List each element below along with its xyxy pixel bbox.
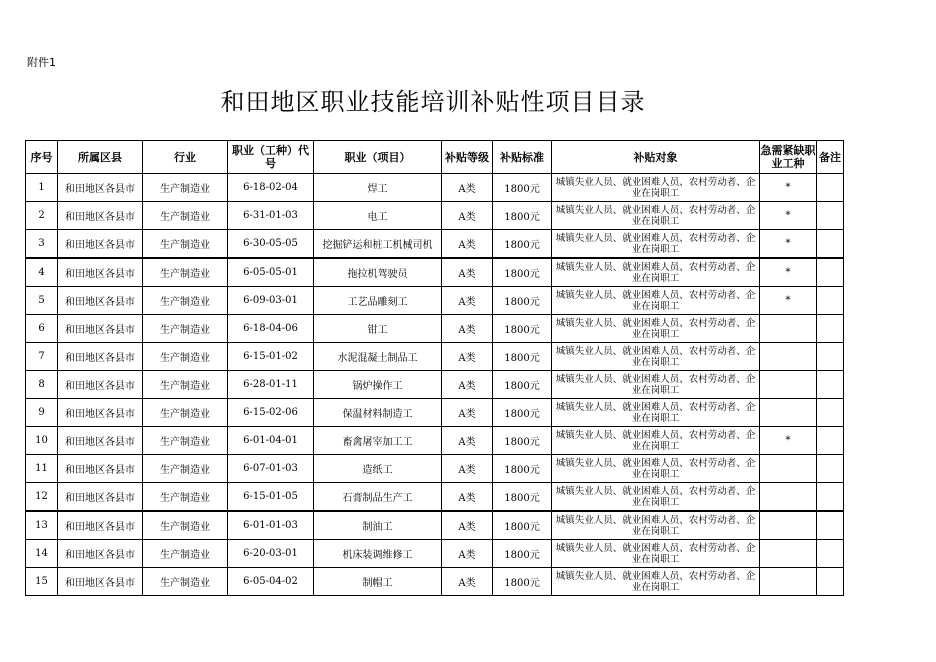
row-grade-cell: A类 (442, 202, 493, 230)
row-county-cell: 和田地区各县市 (58, 511, 143, 540)
row-shortage-cell (760, 343, 817, 371)
row-industry-cell: 生产制造业 (143, 258, 228, 287)
row-grade-cell: A类 (442, 399, 493, 427)
row-occupation-cell: 制油工 (314, 511, 442, 540)
row-industry-cell: 生产制造业 (143, 483, 228, 512)
row-target-cell: 城镇失业人员、就业困难人员、农村劳动者、企业在岗职工 (552, 315, 760, 343)
row-remark-cell (817, 455, 844, 483)
row-county-cell: 和田地区各县市 (58, 315, 143, 343)
row-code-cell: 6-09-03-01 (228, 287, 314, 315)
table-header-row (26, 141, 844, 174)
row-occupation-cell: 制帽工 (314, 568, 442, 596)
row-seq-cell: 9 (26, 399, 58, 427)
row-seq-cell: 3 (26, 230, 58, 259)
row-occupation-cell: 畜禽屠宰加工工 (314, 427, 442, 455)
row-target-cell: 城镇失业人员、就业困难人员、农村劳动者、企业在岗职工 (552, 230, 760, 259)
row-county-cell: 和田地区各县市 (58, 483, 143, 512)
row-seq-cell: 6 (26, 315, 58, 343)
table-row (26, 455, 844, 483)
row-code-cell: 6-01-01-03 (228, 511, 314, 540)
row-code-cell: 6-18-02-04 (228, 174, 314, 202)
row-occupation-cell: 工艺品雕刻工 (314, 287, 442, 315)
table-row (26, 202, 844, 230)
table-row (26, 540, 844, 568)
row-occupation-cell: 造纸工 (314, 455, 442, 483)
table-row (26, 315, 844, 343)
row-target-cell: 城镇失业人员、就业困难人员、农村劳动者、企业在岗职工 (552, 511, 760, 540)
row-code-cell: 6-05-04-02 (228, 568, 314, 596)
row-county-cell: 和田地区各县市 (58, 540, 143, 568)
row-remark-cell (817, 258, 844, 287)
row-occupation-cell: 电工 (314, 202, 442, 230)
row-target-cell: 城镇失业人员、就业困难人员、农村劳动者、企业在岗职工 (552, 343, 760, 371)
table-row (26, 230, 844, 259)
row-standard-cell: 1800元 (493, 202, 552, 230)
row-county-cell: 和田地区各县市 (58, 202, 143, 230)
table-row (26, 258, 844, 287)
row-seq-cell: 1 (26, 174, 58, 202)
row-county-cell: 和田地区各县市 (58, 427, 143, 455)
row-remark-cell (817, 202, 844, 230)
row-target-cell: 城镇失业人员、就业困难人员、农村劳动者、企业在岗职工 (552, 455, 760, 483)
row-standard-cell: 1800元 (493, 287, 552, 315)
table-body (26, 174, 844, 596)
row-code-cell: 6-30-05-05 (228, 230, 314, 259)
row-target-cell: 城镇失业人员、就业困难人员、农村劳动者、企业在岗职工 (552, 287, 760, 315)
row-shortage-cell (760, 483, 817, 512)
row-code-cell: 6-15-02-06 (228, 399, 314, 427)
row-target-cell: 城镇失业人员、就业困难人员、农村劳动者、企业在岗职工 (552, 483, 760, 512)
row-shortage-cell (760, 399, 817, 427)
row-seq-cell: 11 (26, 455, 58, 483)
table-row (26, 371, 844, 399)
row-seq-cell: 12 (26, 483, 58, 512)
row-seq-cell: 4 (26, 258, 58, 287)
row-grade-cell: A类 (442, 315, 493, 343)
row-county-cell: 和田地区各县市 (58, 568, 143, 596)
table-row (26, 399, 844, 427)
row-standard-cell: 1800元 (493, 399, 552, 427)
header-county: 所属区县 (58, 141, 143, 174)
header-occupation: 职业（项目） (314, 141, 442, 174)
row-remark-cell (817, 511, 844, 540)
table-row (26, 511, 844, 540)
row-standard-cell: 1800元 (493, 455, 552, 483)
row-grade-cell: A类 (442, 258, 493, 287)
row-shortage-cell: * (760, 174, 817, 202)
row-remark-cell (817, 427, 844, 455)
row-remark-cell (817, 371, 844, 399)
row-shortage-cell (760, 568, 817, 596)
row-county-cell: 和田地区各县市 (58, 174, 143, 202)
table-row (26, 427, 844, 455)
row-industry-cell: 生产制造业 (143, 230, 228, 259)
row-shortage-cell: * (760, 202, 817, 230)
row-code-cell: 6-15-01-02 (228, 343, 314, 371)
row-grade-cell: A类 (442, 540, 493, 568)
row-remark-cell (817, 174, 844, 202)
row-code-cell: 6-05-05-01 (228, 258, 314, 287)
row-standard-cell: 1800元 (493, 343, 552, 371)
row-target-cell: 城镇失业人员、就业困难人员、农村劳动者、企业在岗职工 (552, 427, 760, 455)
row-shortage-cell (760, 540, 817, 568)
row-target-cell: 城镇失业人员、就业困难人员、农村劳动者、企业在岗职工 (552, 568, 760, 596)
header-industry: 行业 (143, 141, 228, 174)
header-standard: 补贴标准 (493, 141, 552, 174)
row-standard-cell: 1800元 (493, 315, 552, 343)
row-remark-cell (817, 483, 844, 512)
row-grade-cell: A类 (442, 427, 493, 455)
row-occupation-cell: 石膏制品生产工 (314, 483, 442, 512)
header-grade: 补贴等级 (442, 141, 493, 174)
header-seq: 序号 (26, 141, 58, 174)
row-target-cell: 城镇失业人员、就业困难人员、农村劳动者、企业在岗职工 (552, 202, 760, 230)
row-remark-cell (817, 343, 844, 371)
row-code-cell: 6-28-01-11 (228, 371, 314, 399)
row-occupation-cell: 焊工 (314, 174, 442, 202)
row-industry-cell: 生产制造业 (143, 371, 228, 399)
row-occupation-cell: 钳工 (314, 315, 442, 343)
row-grade-cell: A类 (442, 568, 493, 596)
row-seq-cell: 2 (26, 202, 58, 230)
row-occupation-cell: 机床装调维修工 (314, 540, 442, 568)
table-row (26, 568, 844, 596)
row-standard-cell: 1800元 (493, 483, 552, 512)
row-code-cell: 6-15-01-05 (228, 483, 314, 512)
header-shortage: 急需紧缺职业工种 (760, 141, 817, 174)
row-code-cell: 6-31-01-03 (228, 202, 314, 230)
row-industry-cell: 生产制造业 (143, 511, 228, 540)
row-seq-cell: 8 (26, 371, 58, 399)
row-industry-cell: 生产制造业 (143, 568, 228, 596)
row-industry-cell: 生产制造业 (143, 343, 228, 371)
row-occupation-cell: 保温材料制造工 (314, 399, 442, 427)
table-row (26, 287, 844, 315)
row-target-cell: 城镇失业人员、就业困难人员、农村劳动者、企业在岗职工 (552, 258, 760, 287)
row-standard-cell: 1800元 (493, 540, 552, 568)
row-seq-cell: 13 (26, 511, 58, 540)
row-county-cell: 和田地区各县市 (58, 371, 143, 399)
row-remark-cell (817, 568, 844, 596)
row-code-cell: 6-18-04-06 (228, 315, 314, 343)
row-target-cell: 城镇失业人员、就业困难人员、农村劳动者、企业在岗职工 (552, 540, 760, 568)
row-shortage-cell: * (760, 258, 817, 287)
row-standard-cell: 1800元 (493, 230, 552, 259)
table-row (26, 343, 844, 371)
row-standard-cell: 1800元 (493, 568, 552, 596)
row-county-cell: 和田地区各县市 (58, 287, 143, 315)
row-county-cell: 和田地区各县市 (58, 399, 143, 427)
row-target-cell: 城镇失业人员、就业困难人员、农村劳动者、企业在岗职工 (552, 174, 760, 202)
row-target-cell: 城镇失业人员、就业困难人员、农村劳动者、企业在岗职工 (552, 371, 760, 399)
row-seq-cell: 5 (26, 287, 58, 315)
row-grade-cell: A类 (442, 174, 493, 202)
row-occupation-cell: 水泥混凝土制品工 (314, 343, 442, 371)
row-standard-cell: 1800元 (493, 511, 552, 540)
row-grade-cell: A类 (442, 455, 493, 483)
row-grade-cell: A类 (442, 511, 493, 540)
row-remark-cell (817, 540, 844, 568)
row-occupation-cell: 锅炉操作工 (314, 371, 442, 399)
row-seq-cell: 14 (26, 540, 58, 568)
row-remark-cell (817, 399, 844, 427)
row-industry-cell: 生产制造业 (143, 455, 228, 483)
row-industry-cell: 生产制造业 (143, 174, 228, 202)
row-shortage-cell (760, 455, 817, 483)
header-target: 补贴对象 (552, 141, 760, 174)
row-industry-cell: 生产制造业 (143, 540, 228, 568)
header-remark: 备注 (817, 141, 844, 174)
row-grade-cell: A类 (442, 287, 493, 315)
row-grade-cell: A类 (442, 483, 493, 512)
header-code: 职业（工种）代号 (228, 141, 314, 174)
row-industry-cell: 生产制造业 (143, 399, 228, 427)
row-grade-cell: A类 (442, 343, 493, 371)
row-target-cell: 城镇失业人员、就业困难人员、农村劳动者、企业在岗职工 (552, 399, 760, 427)
row-industry-cell: 生产制造业 (143, 315, 228, 343)
row-seq-cell: 15 (26, 568, 58, 596)
document-title: 和田地区职业技能培训补贴性项目目录 (220, 88, 646, 116)
row-standard-cell: 1800元 (493, 174, 552, 202)
row-remark-cell (817, 287, 844, 315)
row-shortage-cell: * (760, 230, 817, 259)
row-shortage-cell (760, 315, 817, 343)
row-county-cell: 和田地区各县市 (58, 343, 143, 371)
table-row (26, 483, 844, 512)
row-shortage-cell: * (760, 427, 817, 455)
row-standard-cell: 1800元 (493, 258, 552, 287)
row-grade-cell: A类 (442, 371, 493, 399)
row-standard-cell: 1800元 (493, 371, 552, 399)
row-grade-cell: A类 (442, 230, 493, 259)
row-remark-cell (817, 230, 844, 259)
subsidy-project-table (25, 140, 844, 596)
row-remark-cell (817, 315, 844, 343)
row-county-cell: 和田地区各县市 (58, 455, 143, 483)
row-industry-cell: 生产制造业 (143, 202, 228, 230)
row-code-cell: 6-07-01-03 (228, 455, 314, 483)
row-county-cell: 和田地区各县市 (58, 230, 143, 259)
row-occupation-cell: 拖拉机驾驶员 (314, 258, 442, 287)
row-code-cell: 6-20-03-01 (228, 540, 314, 568)
row-industry-cell: 生产制造业 (143, 427, 228, 455)
table-row (26, 174, 844, 202)
row-code-cell: 6-01-04-01 (228, 427, 314, 455)
row-shortage-cell (760, 371, 817, 399)
row-industry-cell: 生产制造业 (143, 287, 228, 315)
row-standard-cell: 1800元 (493, 427, 552, 455)
annex-label: 附件1 (27, 56, 56, 69)
row-county-cell: 和田地区各县市 (58, 258, 143, 287)
row-occupation-cell: 挖掘铲运和桩工机械司机 (314, 230, 442, 259)
row-shortage-cell: * (760, 287, 817, 315)
row-seq-cell: 10 (26, 427, 58, 455)
row-seq-cell: 7 (26, 343, 58, 371)
row-shortage-cell (760, 511, 817, 540)
